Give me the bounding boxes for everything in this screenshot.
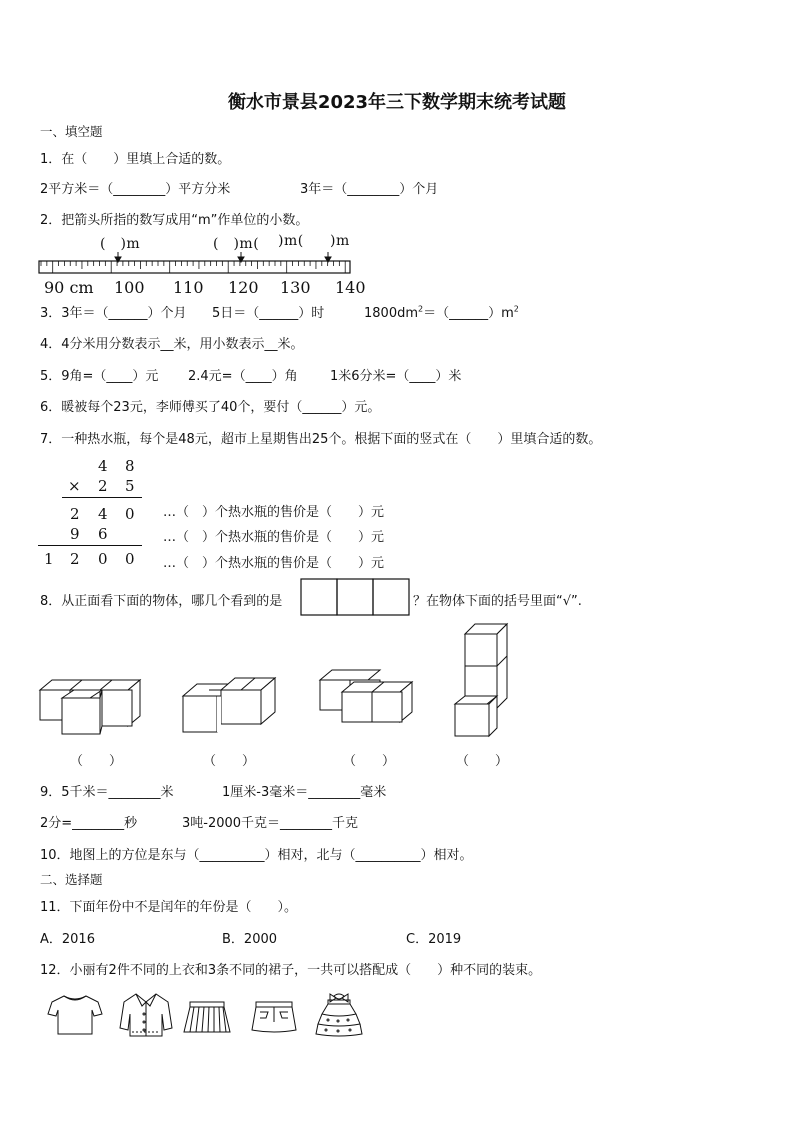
calc-r5-d3: 0 — [98, 550, 108, 568]
ruler-ticks — [41, 261, 345, 273]
ruler-label-1: ( )m — [100, 236, 141, 252]
calc-note-1: …（ ）个热水瓶的售价是（ ）元 — [163, 505, 385, 520]
jacket-icon — [118, 992, 174, 1038]
question-7-stem: 7．一种热水瓶，每个是48元，超市上星期售出25个。根据下面的竖式在（ ）里填合适的数。 — [40, 432, 602, 447]
question-3-part-a: 3．3年＝（______）个月 — [40, 306, 187, 321]
ruler-tick-90: 90 cm — [44, 278, 94, 297]
question-5-part-c: 1米6分米=（____）米 — [330, 369, 462, 384]
calc-r3-d1: 2 — [70, 505, 80, 523]
question-9-part-b: 1厘米-3毫米＝________毫米 — [222, 785, 387, 800]
question-9-part-d: 3吨-2000千克＝________千克 — [182, 816, 359, 831]
section-heading-fill-blank: 一、填空题 — [40, 124, 103, 139]
ruler-tick-140: 140 — [335, 278, 366, 297]
ruler-tick-130: 130 — [280, 278, 311, 297]
answer-paren-1[interactable]: （ ） — [70, 754, 123, 769]
question-11-stem: 11．下面年份中不是闰年的年份是（ ）。 — [40, 900, 298, 915]
question-5-part-a: 5．9角=（____）元 — [40, 369, 159, 384]
calc-r2-d1: 2 — [98, 477, 108, 495]
ruler-tick-120: 120 — [228, 278, 259, 297]
question-3-part-b: 5日＝（______）时 — [212, 306, 325, 321]
question-3-part-c: $1800dm^2=(\_\_\_\_\_\_)m^2$ — [364, 304, 519, 321]
question-9-part-c: 2分=________秒 — [40, 816, 138, 831]
calc-r5-d2: 2 — [70, 550, 80, 568]
question-8-stem-pre: 8．从正面看下面的物体，哪几个看到的是 — [40, 594, 283, 609]
section-heading-choice: 二、选择题 — [40, 872, 103, 887]
option-b[interactable]: B．2000 — [222, 932, 278, 947]
calc-line-1 — [62, 497, 142, 498]
ruler-diagram — [38, 250, 354, 280]
answer-paren-4[interactable]: （ ） — [456, 754, 509, 769]
calc-r2-d2: 5 — [125, 477, 135, 495]
cube-figure-4 — [453, 622, 511, 738]
question-5-part-b: 2.4元=（____）角 — [188, 369, 298, 384]
cube-figure-2 — [181, 668, 281, 734]
question-4: 4．4分米用分数表示__米，用小数表示__米。 — [40, 337, 304, 352]
answer-paren-2[interactable]: （ ） — [203, 754, 256, 769]
calc-r3-d3: 0 — [125, 505, 135, 523]
ruler-label-2: ( )m( — [213, 236, 260, 252]
question-12-stem: 12．小丽有2件不同的上衣和3条不同的裙子，一共可以搭配成（ ）种不同的装束。 — [40, 963, 542, 978]
calc-r1-d1: 4 — [98, 457, 108, 475]
ruler-tick-100: 100 — [114, 278, 145, 297]
calc-r5-d4: 0 — [125, 550, 135, 568]
calc-r1-d2: 8 — [125, 457, 135, 475]
answer-paren-3[interactable]: （ ） — [343, 754, 396, 769]
cube-figure-3 — [318, 668, 416, 726]
calc-times-sign: × — [68, 477, 81, 495]
question-2-stem: 2．把箭头所指的数写成用“m”作单位的小数。 — [40, 213, 309, 228]
option-c[interactable]: C．2019 — [406, 932, 462, 947]
front-view-three-squares — [300, 578, 410, 616]
question-1-stem: 1．在（ ）里填上合适的数。 — [40, 152, 231, 167]
page-title: 衡水市景县2023年三下数学期末统考试题 — [227, 92, 567, 113]
question-6: 6．暖被每个23元，李师傅买了40个，要付（______）元。 — [40, 400, 381, 415]
ruler-label-4: )m — [330, 233, 350, 249]
pleated-skirt-icon — [182, 1000, 232, 1034]
question-9-part-a: 9．5千米＝________米 — [40, 785, 174, 800]
ruler-body — [39, 261, 350, 273]
calc-note-3: …（ ）个热水瓶的售价是（ ）元 — [163, 556, 385, 571]
calc-r4-d2: 6 — [98, 525, 108, 543]
calc-r5-d1: 1 — [44, 550, 54, 568]
ruler-label-3: )m( — [278, 233, 304, 249]
question-10: 10．地图上的方位是东与（__________）相对，北与（__________）相对。 — [40, 848, 473, 863]
question-1-part-b: 3年＝（________）个月 — [300, 182, 439, 197]
calc-r3-d2: 4 — [98, 505, 108, 523]
question-8-stem-post: ？在物体下面的括号里面“√”. — [413, 594, 582, 609]
question-1-part-a: 2平方米＝（________）平方分米 — [40, 182, 231, 197]
denim-skirt-icon — [250, 1000, 298, 1034]
calc-line-2 — [38, 545, 142, 546]
cube-figure-1 — [38, 676, 150, 738]
calc-r4-d1: 9 — [70, 525, 80, 543]
tshirt-icon — [46, 994, 104, 1036]
option-a[interactable]: A．2016 — [40, 932, 95, 947]
ruler-tick-110: 110 — [173, 278, 204, 297]
calc-note-2: …（ ）个热水瓶的售价是（ ）元 — [163, 530, 385, 545]
ruffled-skirt-icon — [314, 992, 364, 1036]
